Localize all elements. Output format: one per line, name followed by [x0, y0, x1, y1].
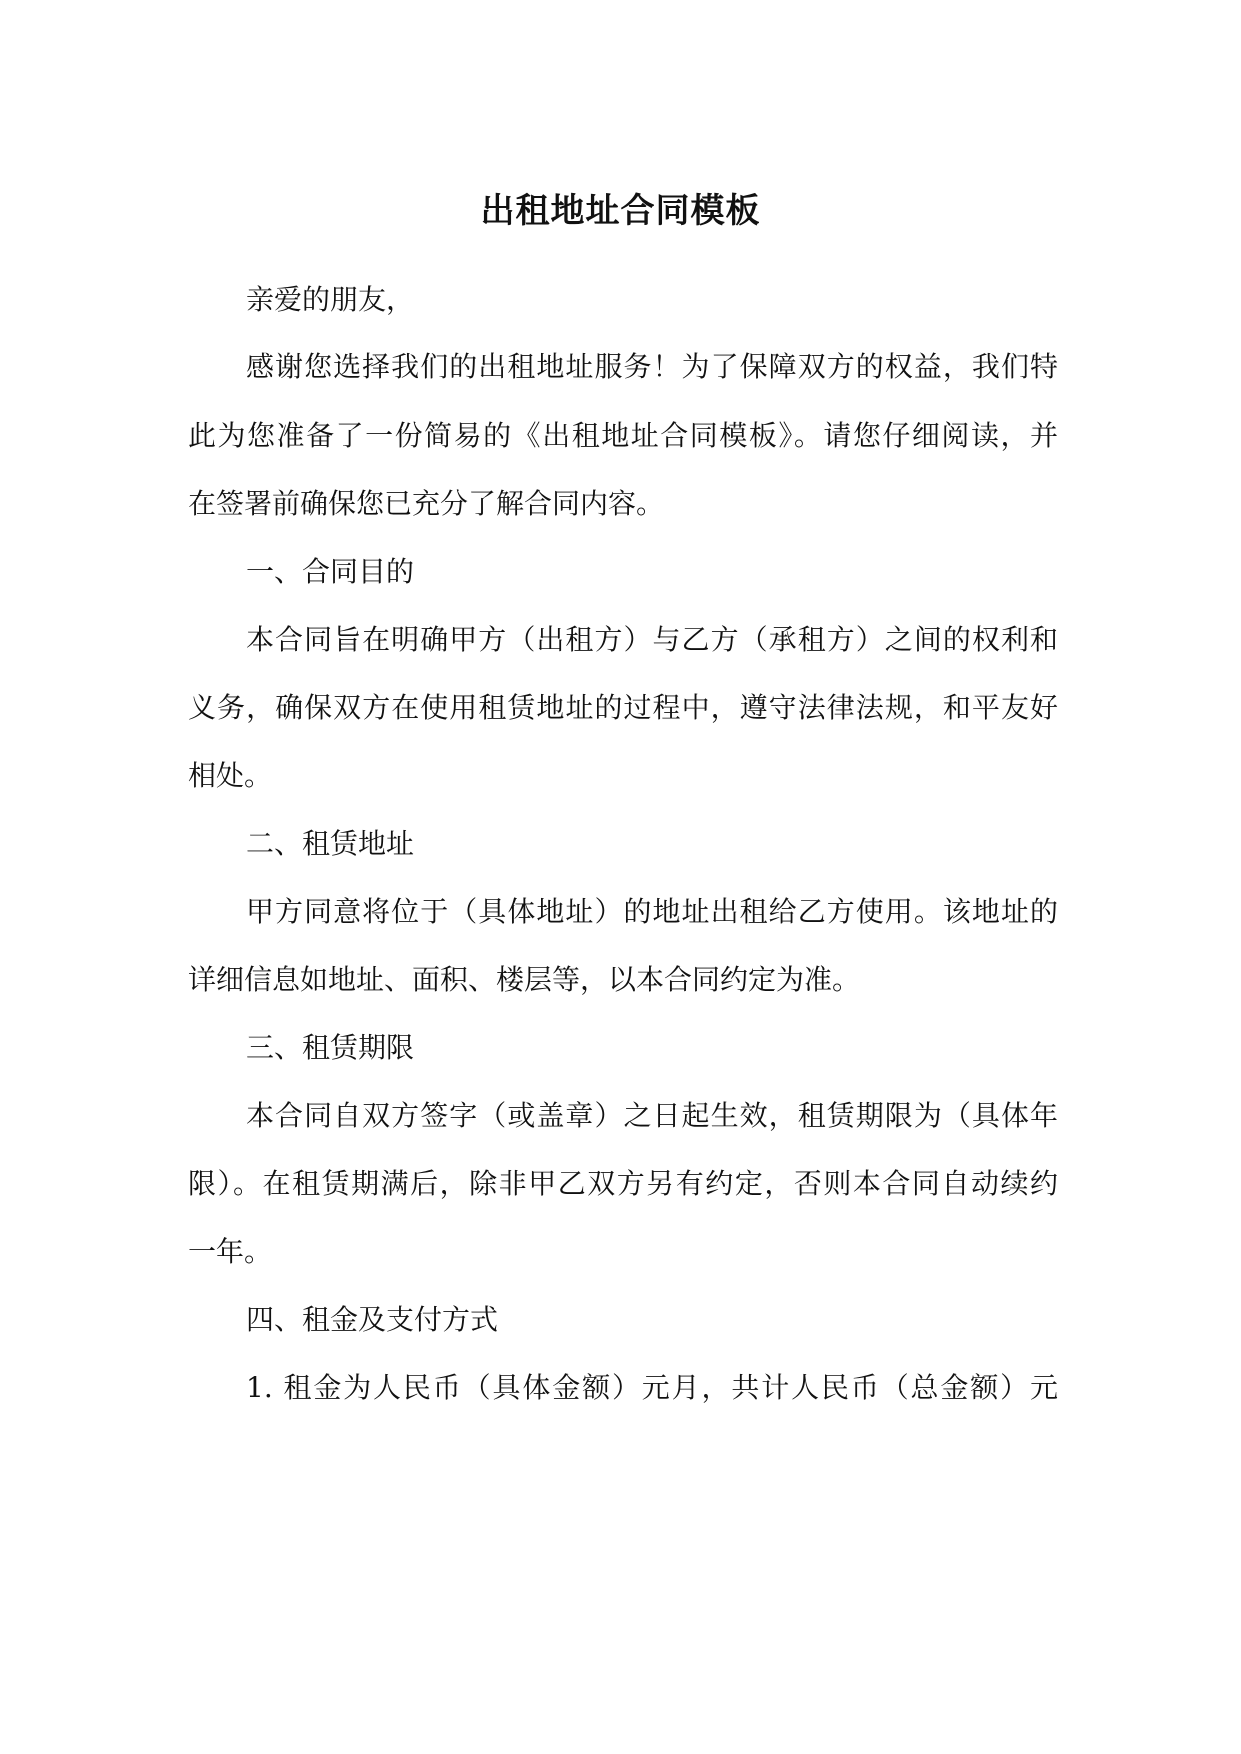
section-2-line-2: 详细信息如地址、面积、楼层等，以本合同约定为准。 [188, 963, 861, 996]
section-heading-1: 一、合同目的 [246, 555, 415, 588]
section-heading-4: 四、租金及支付方式 [246, 1303, 499, 1336]
section-3-line-1: 本合同自双方签字（或盖章）之日起生效，租赁期限为（具体年 [246, 1099, 1058, 1132]
section-3-line-3: 一年。 [188, 1235, 273, 1268]
section-heading-2: 二、租赁地址 [246, 827, 415, 860]
intro-line-2: 此为您准备了一份简易的《出租地址合同模板》。请您仔细阅读，并 [188, 419, 1058, 452]
section-1-line-3: 相处。 [188, 759, 273, 792]
section-4-item-1: 1. 租金为人民币（具体金额）元月，共计人民币（总金额）元 [246, 1371, 1058, 1404]
section-2-line-1: 甲方同意将位于（具体地址）的地址出租给乙方使用。该地址的 [246, 895, 1058, 928]
intro-line-1: 感谢您选择我们的出租地址服务！为了保障双方的权益，我们特 [246, 350, 1058, 383]
section-1-line-2: 义务，确保双方在使用租赁地址的过程中，遵守法律法规，和平友好 [188, 691, 1058, 724]
document-title: 出租地址合同模板 [480, 191, 761, 231]
intro-line-3: 在签署前确保您已充分了解合同内容。 [188, 487, 665, 520]
section-3-line-2: 限）。在租赁期满后，除非甲乙双方另有约定，否则本合同自动续约 [188, 1167, 1058, 1200]
section-heading-3: 三、租赁期限 [246, 1031, 415, 1064]
salutation: 亲爱的朋友， [246, 283, 415, 316]
section-1-line-1: 本合同旨在明确甲方（出租方）与乙方（承租方）之间的权利和 [246, 623, 1058, 656]
